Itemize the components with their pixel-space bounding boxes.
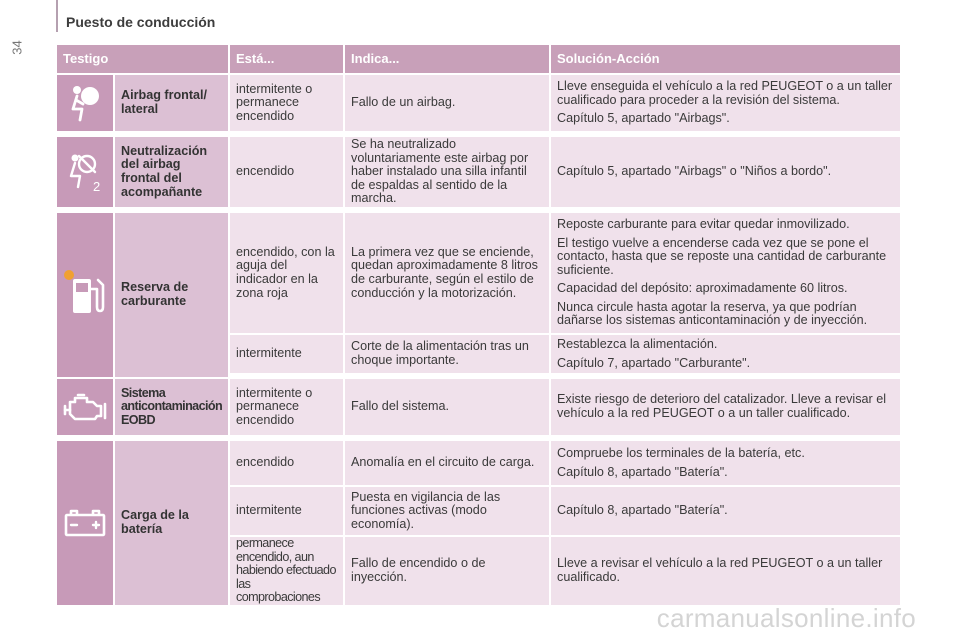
engine-icon-cell	[57, 379, 115, 441]
watermark: carmanualsonline.info	[656, 603, 916, 633]
eobd-esta: intermitente o permanece encendido	[230, 379, 345, 441]
battery-indica-1: Anomalía en el circuito de carga.	[345, 441, 551, 487]
header-testigo: Testigo	[57, 45, 230, 75]
solucion-text: Existe riesgo de deterioro del catalizador. Lleve a revisar el vehículo a la red PEUGEOT o a un taller cualificado.	[557, 392, 887, 420]
airbag-indica: Fallo de un airbag.	[345, 75, 551, 137]
airbag-off-label: Neutralización del airbag frontal del acompañante	[115, 137, 230, 213]
eobd-label: Sistema anticontaminación EOBD	[115, 379, 230, 441]
airbag-off-solucion	[551, 137, 902, 213]
table-header-row	[57, 45, 902, 75]
fuel-label: Reserva de carburante	[115, 213, 230, 379]
table-row	[57, 379, 902, 441]
fuel-icon-cell	[57, 213, 115, 379]
solucion-text: Capítulo 8, apartado "Batería".	[557, 464, 728, 479]
page-number: 34	[9, 40, 25, 55]
battery-indica-2: Puesta en vigilancia de las funciones activas (modo economía).	[345, 487, 551, 537]
battery-solucion-3	[551, 537, 902, 607]
fuel-pump-icon	[63, 265, 111, 325]
airbag-off-icon-cell	[57, 137, 115, 213]
engine-icon	[63, 390, 109, 424]
table-row	[57, 137, 902, 213]
solucion-text: Capítulo 7, apartado "Carburante".	[557, 355, 751, 370]
solucion-text: Lleve a revisar el vehículo a la red PEUGEOT o a un taller cualificado.	[557, 556, 883, 584]
airbag-solucion	[551, 75, 902, 137]
battery-icon	[63, 507, 107, 539]
fuel-esta-2: intermitente	[230, 335, 345, 379]
fuel-indica-2: Corte de la alimentación tras un choque importante.	[345, 335, 551, 379]
header-indica: Indica...	[345, 45, 551, 75]
battery-icon-cell	[57, 441, 115, 607]
solucion-text: Capítulo 8, apartado "Batería".	[557, 503, 728, 518]
battery-esta-3: permanece encendido, aun habiendo efectuado las comprobaciones	[230, 537, 345, 607]
solucion-text: El testigo vuelve a encenderse cada vez que se pone el contacto, hasta que se reposte una cantidad de carburante suficiente.	[557, 235, 887, 277]
airbag-icon-cell	[57, 75, 115, 137]
battery-esta-1: encendido	[230, 441, 345, 487]
side-rule	[56, 0, 58, 32]
eobd-solucion	[551, 379, 902, 441]
eobd-indica: Fallo del sistema.	[345, 379, 551, 441]
fuel-solucion-1	[551, 213, 902, 335]
table-row	[57, 213, 902, 335]
section-title: Puesto de conducción	[66, 14, 216, 30]
airbag-off-indica: Se ha neutralizado voluntariamente este airbag por haber instalado una silla infantil de espaldas al sentido de la marcha.	[345, 137, 551, 213]
fuel-indica-1: La primera vez que se enciende, quedan aproximadamente 8 litros de carburante, según el estilo de conducción y la motorización.	[345, 213, 551, 335]
airbag-icon	[65, 82, 105, 124]
header-solucion: Solución-Acción	[551, 45, 902, 75]
battery-esta-2: intermitente	[230, 487, 345, 537]
svg-text:2: 2	[93, 179, 101, 194]
airbag-off-icon	[63, 149, 107, 195]
airbag-esta: intermitente o permanece encendido	[230, 75, 345, 137]
solucion-text: Nunca circule hasta agotar la reserva, ya que podrían dañarse los sistemas anticontaminación y de inyección.	[557, 299, 868, 328]
solucion-text: Capítulo 5, apartado "Airbags".	[557, 111, 730, 126]
airbag-off-esta: encendido	[230, 137, 345, 213]
solucion-text: Lleve enseguida el vehículo a la red PEUGEOT o a un taller cualificado para proceder a la revisión del sistema.	[557, 79, 893, 107]
battery-indica-3: Fallo de encendido o de inyección.	[345, 537, 551, 607]
table-row	[57, 441, 902, 487]
solucion-text: Capacidad del depósito: aproximadamente 60 litros.	[557, 281, 848, 296]
fuel-solucion-2	[551, 335, 902, 379]
battery-solucion-1	[551, 441, 902, 487]
airbag-label: Airbag frontal/ lateral	[115, 75, 230, 137]
solucion-text: Restablezca la alimentación.	[557, 336, 718, 351]
table-row	[57, 75, 902, 137]
battery-label: Carga de la batería	[115, 441, 230, 607]
header-esta: Está...	[230, 45, 345, 75]
solucion-text: Reposte carburante para evitar quedar inmovilizado.	[557, 216, 850, 231]
solucion-text: Capítulo 5, apartado "Airbags" o "Niños a bordo".	[557, 164, 832, 179]
solucion-text: Compruebe los terminales de la batería, etc.	[557, 445, 805, 460]
warning-lights-table	[57, 45, 902, 607]
fuel-esta-1: encendido, con la aguja del indicador en la zona roja	[230, 213, 345, 335]
battery-solucion-2	[551, 487, 902, 537]
